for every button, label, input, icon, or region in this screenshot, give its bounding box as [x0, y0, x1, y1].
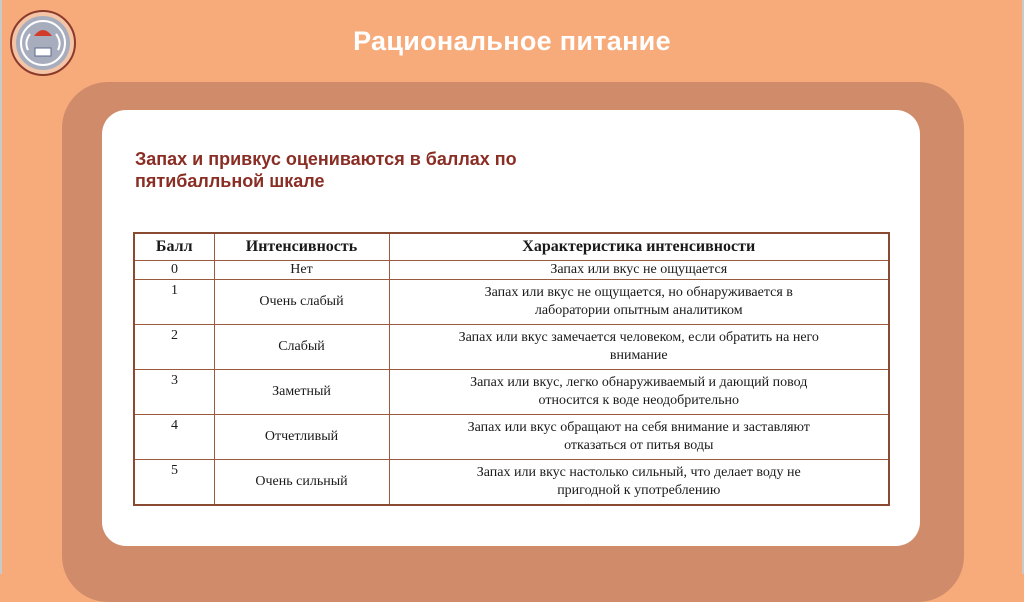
cell-description	[389, 369, 889, 414]
cell-intensity: Очень сильный	[214, 459, 389, 505]
cell-intensity: Нет	[214, 261, 389, 280]
page-title: Рациональное питание	[353, 26, 671, 56]
subtitle-line-2: пятибалльной шкале	[135, 171, 325, 191]
header-ball: Балл	[134, 233, 214, 261]
cell-ball: 4	[134, 414, 214, 459]
table-header-row	[134, 233, 889, 261]
description-line: пригодной к употреблению	[557, 482, 721, 498]
description-line: внимание	[609, 347, 668, 363]
intensity-table	[133, 232, 890, 506]
cell-ball: 2	[134, 324, 214, 369]
description-line: Запах или вкус настолько сильный, что делает воду не	[476, 464, 801, 480]
description-line: Запах или вкус замечается человеком, если обратить на него	[458, 329, 819, 345]
table-row	[134, 369, 889, 414]
cell-intensity: Очень слабый	[214, 280, 389, 325]
description-line: лаборатории опытным аналитиком	[534, 302, 743, 318]
description-line: Запах или вкус, легко обнаруживаемый и дающий повод	[470, 374, 808, 390]
cell-ball: 1	[134, 280, 214, 325]
cell-description	[389, 324, 889, 369]
cell-ball: 5	[134, 459, 214, 505]
table-row	[134, 261, 889, 280]
description-line: Запах или вкус не ощущается, но обнаруживается в	[484, 284, 793, 300]
table-row	[134, 459, 889, 505]
cell-description	[389, 261, 889, 280]
cell-ball: 3	[134, 369, 214, 414]
cell-ball: 0	[134, 261, 214, 280]
cell-description	[389, 280, 889, 325]
description-line: Запах или вкус обращают на себя внимание и заставляют	[467, 419, 810, 435]
card-subtitle	[135, 148, 655, 192]
cell-description	[389, 459, 889, 505]
description-line: Запах или вкус не ощущается	[550, 262, 728, 277]
table-row	[134, 324, 889, 369]
cell-intensity: Заметный	[214, 369, 389, 414]
description-line: относится к воде неодобрительно	[538, 392, 739, 408]
cell-intensity: Слабый	[214, 324, 389, 369]
header-characteristic: Характеристика интенсивности	[389, 233, 889, 261]
cell-intensity: Отчетливый	[214, 414, 389, 459]
header-intensity: Интенсивность	[214, 233, 389, 261]
cell-description	[389, 414, 889, 459]
description-line: отказаться от питья воды	[564, 437, 714, 453]
subtitle-line-1: Запах и привкус оцениваются в баллах по	[135, 149, 517, 169]
table-row	[134, 414, 889, 459]
table-row	[134, 280, 889, 325]
